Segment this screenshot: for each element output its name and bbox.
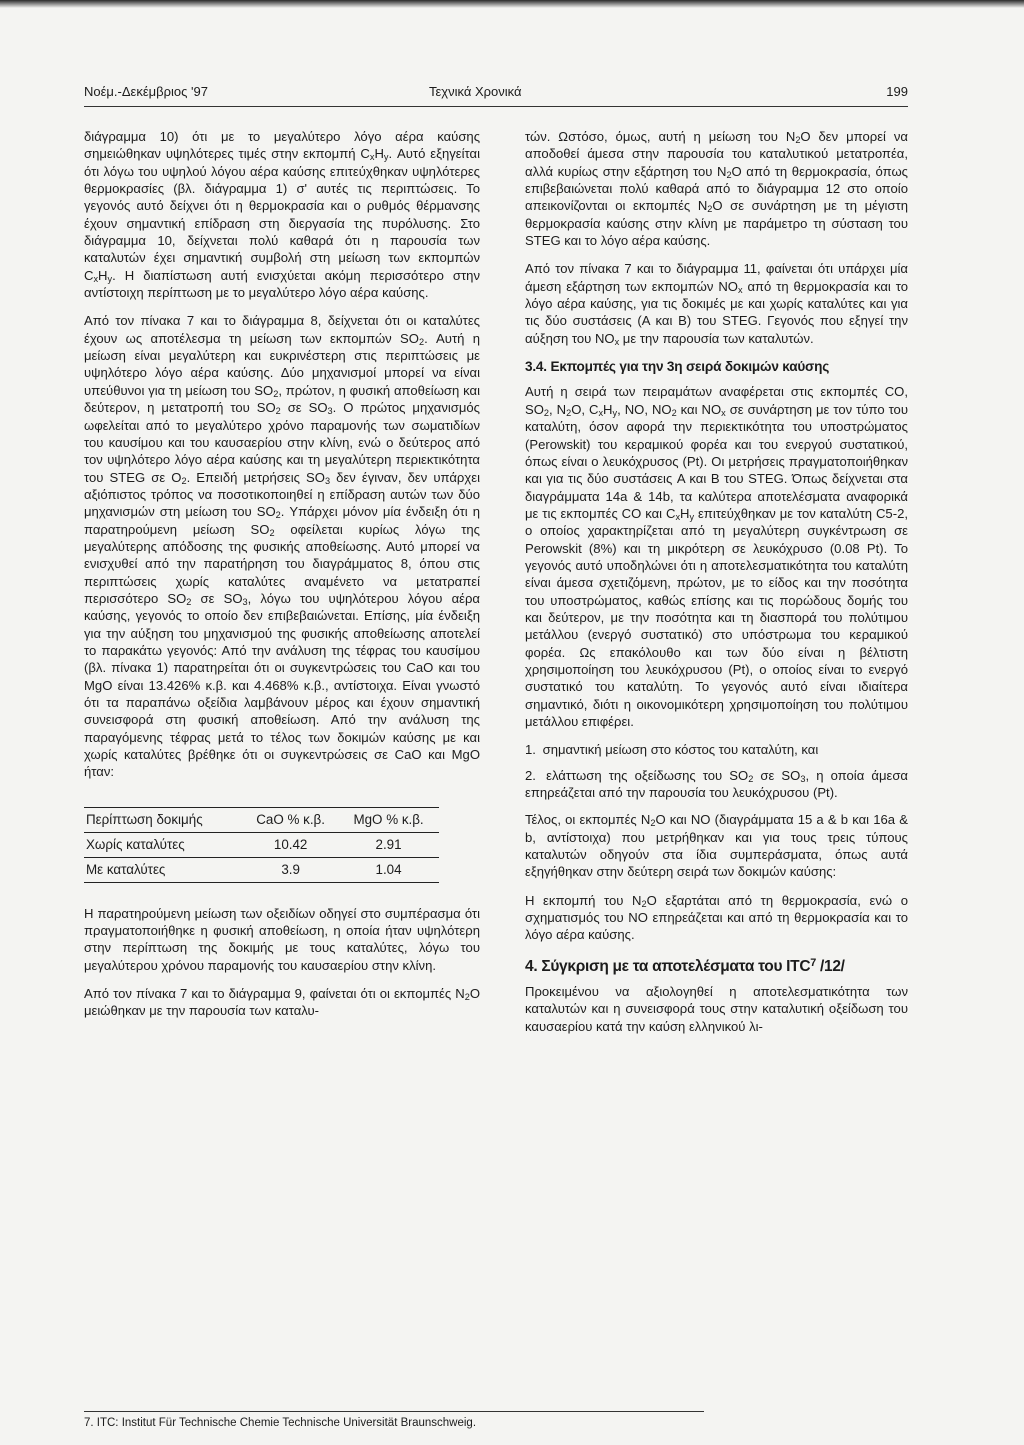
header-journal: Τεχνικά Χρονικά: [429, 84, 522, 99]
left-paragraph-1: διάγραμμα 10) ότι με το μεγαλύτερο λόγο αέρα καύσης σημειώθηκαν υψηλότερες τιμές στην εκπομπή $C_xH_y$. Αυτό εξηγείται ότι λόγω του υψηλού λόγου αέρα καύσης επιτεύχθηκαν υψηλότερες θερμοκρασίες (βλ. διάγραμμα 1) σ' αυτές τις περιπτώσεις. Το γεγονός αυτό δείχνει ότι η θερμοκρασία και ο ρυθμός θέρμανσης έχουν σημαντική επίδραση στη διεργασία της πυρόλυσης. Στο διάγραμμα 10, δείχνεται πολύ καθαρά ότι η παρουσία των καταλυτών έχει σημαντική συμβολή στη μείωση των εκπομπών $C_xH_y$. Η διαπίστωση αυτή ενισχύεται ακόμη περισσότερο στην αντίστοιχη περίπτωση με το μεγαλύτερο λόγο αέρα καύσης.: [84, 129, 480, 301]
right-paragraph-4: Τέλος, οι εκπομπές $N_2O$ και NO (διαγράμματα 15 a & b και 16a & b, αντίστοιχα) που μετρήθηκαν και για τους τρεις τύπους καταλυτών οδηγούν στα ίδια συμπεράσματα, όπως αυτά εξηγήθηκαν στην δεύτερη σειρά των δοκιμών καύσης:: [525, 812, 908, 880]
right-column: [525, 128, 908, 1046]
table-cell: Χωρίς καταλύτες: [84, 832, 243, 857]
table-row: [84, 832, 439, 857]
right-paragraph-2: Από τον πίνακα 7 και το διάγραμμα 11, φαίνεται ότι υπάρχει μία άμεση εξάρτηση των εκπομπών $NO_x$ από τη θερμοκρασία και το λόγο αέρα καύσης, για τις δοκιμές με και χωρίς καταλύτες και για τις δύο συστάσεις (A και B) του STEG. Γεγονός που εξηγεί την αύξηση του $NO_x$ με την παρουσία των καταλυτών.: [525, 261, 908, 347]
oxide-table: [84, 807, 439, 883]
table-header-mgo: MgO % κ.β.: [340, 807, 439, 832]
list-number: 2.: [525, 767, 536, 783]
table-header-row: [84, 807, 439, 832]
right-paragraph-3: Αυτή η σειρά των πειραμάτων αναφέρεται στις εκπομπές CO, $SO_2$, $N_2O$, $C_xH_y$, NO, $NO_2$ και $NO_x$ σε συνάρτηση με τον τύπο του καταλύτη, όσον αφορά την περιεκτικότητα του υποστρώματος (Perowskit) του κεραμικού φορέα και του ενεργού συστατικού, όπως είναι ο λευκόχρυσος (Pt). Οι μετρήσεις πραγματοποιήθηκαν και για τις δύο συστάσεις A και B του STEG. Όπως δείχνεται στα διαγράμματα 14a & 14b, τα καλύτερα αποτελέσματα αναφορικά με τις εκπομπές CO και $C_xH_y$ επιτεύχθηκαν με τον καταλύτη C5-2, ο οποίος χαρακτηρίζεται από τη μεγαλύτερη συγκέντρωση σε Perowskit (8%) και τη μικρότερη σε λευκόχρυσο (0.08 Pt). Το γεγονός αυτό υποδηλώνει ότι η αποτελεσματικότητα του καταλύτη είναι άμεσα σχετιζόμενη, πρώτον, με το είδος και την ποσότητα του υποστρώματος, καθώς επίσης και τις πορώδους δομής του και δεύτερον, με την ποσότητα και τη διασπορά του πολύτιμου μετάλλου (ενεργό συστατικό) στο υπόστρωμα του κεραμικού φορέα. Ως επακόλουθο και των δύο είναι η βέλτιστη χρησιμοποίηση του λευκόχρυσου (Pt), ο οποίος είναι το ενεργό συστατικό του καταλύτη. Το γεγονός αυτό είναι ιδιαίτερα σημαντικό, διότι η οικονομικότερη χρησιμοποίηση του πολύτιμου μετάλλου επιφέρει.: [525, 384, 909, 729]
scan-edge: [0, 0, 1024, 8]
section-heading-3-4: 3.4. Εκπομπές για την 3η σειρά δοκιμών καύσης: [525, 359, 830, 375]
table-cell: 2.91: [340, 832, 439, 857]
list-text: ελάττωση της οξείδωσης του $SO_2$ σε $SO_3$, η οποία άμεσα επηρεάζεται από την παρουσία του λευκόχρυσου (Pt).: [525, 767, 908, 801]
right-paragraph-6: Προκειμένου να αξιολογηθεί η αποτελεσματικότητα των καταλυτών και η συνεισφορά τους στην καταλυτική οξείδωση του καυσαερίου κατά την καύση ελληνικού λι-: [525, 984, 908, 1034]
list-text: σημαντική μείωση στο κόστος του καταλύτη, και: [542, 742, 819, 758]
right-paragraph-5: Η εκπομπή του $N_2O$ εξαρτάται από τη θερμοκρασία, ενώ ο σχηματισμός του NO επηρεάζεται και από τη θερμοκρασία και το λόγο αέρα καύσης.: [525, 892, 908, 943]
table-cell: 1.04: [340, 857, 439, 882]
list-number: 1.: [525, 742, 536, 758]
right-paragraph-1: τών. Ωστόσο, όμως, αυτή η μείωση του $N_2O$ δεν μπορεί να αποδοθεί άμεσα στην παρουσία του καταλυτικού μετατροπέα, αλλά κυρίως στην εξάρτηση του $N_2O$ από τη θερμοκρασία, όπως επιβεβαιώνεται πολύ καθαρά από το διάγραμμα 12 στο οποίο απεικονίζονται οι εκπομπές $N_2O$ σε συνάρτηση με τη μέγιστη θερμοκρασία καύσης στην κλίνη με παράμετρο τη σύσταση του STEG και το λόγο αέρα καύσης.: [525, 129, 908, 249]
table-row: [84, 857, 439, 882]
table-header-case: Περίπτωση δοκιμής: [84, 807, 243, 832]
header-issue: Νοέμ.-Δεκέμβριος '97: [84, 84, 208, 99]
header-rule: [84, 106, 908, 107]
numbered-list: [525, 741, 908, 801]
table-cell: Με καταλύτες: [84, 857, 243, 882]
table-cell: 3.9: [243, 857, 340, 882]
footnote: 7. ITC: Institut Für Technische Chemie Technische Universität Braunschweig.: [84, 1417, 477, 1429]
left-paragraph-2: Από τον πίνακα 7 και το διάγραμμα 8, δείχνεται ότι οι καταλύτες έχουν ως αποτέλεσμα τη μείωση των εκπομπών $SO_2$. Αυτή η μείωση είναι μεγαλύτερη και ευκρινέστερη στις περιπτώσεις με υψηλότερο λόγο αέρα καύσης. Δύο μηχανισμοί μπορεί να είναι υπεύθυνοι για τη μείωση του $SO_2$, πρώτον, η φυσική αποθείωση και δεύτερον, η μετατροπή του $SO_2$ σε $SO_3$. Ο πρώτος μηχανισμός ωφελείται από το μεγαλύτερο χρόνο παραμονής των σωματιδίων του καυσίμου και του καυσαερίου στην κλίνη, ενώ ο δεύτερος από τον υψηλότερο λόγο αέρα καύσης και τη μεγαλύτερη περιεκτικότητα του STEG σε $O_2$. Επειδή μετρήσεις $SO_3$ δεν έγιναν, δεν υπάρχει αξιόπιστος τρόπος να ποσοτικοποιηθεί η επίδραση αυτών των δύο μηχανισμών στη μείωση του $SO_2$. Υπάρχει μόνον μία ένδειξη ότι η παρατηρούμενη μείωση $SO_2$ οφείλεται κυρίως λόγω της μεγαλύτερης απόδοσης της φυσικής αποθείωσης. Αυτό μπορεί να ενισχυθεί από την παρατήρηση του διαγράμματος 8, όπου στις περιπτώσεις χωρίς καταλύτες αναμένετο να μετατραπεί περισσότερο $SO_2$ σε $SO_3$, λόγω του υψηλότερου λόγου αέρα καύσης, γεγονός το οποίο δεν επιβεβαιώνεται. Επίσης, μία ένδειξη για την αύξηση του μηχανισμού της φυσικής αποθείωσης αποτελεί το παρακάτω γεγονός: Από την ανάλυση της τέφρας του καυσίμου (βλ. πίνακα 1) παρατηρείται ότι οι συγκεντρώσεις του CaO και του MgO είναι 13.426% κ.β. και 4.468% κ.β., αντίστοιχα. Είναι γνωστό ότι τα παραπάνω οξείδια λαμβάνουν μέρος και έχουν σημαντική συνεισφορά στη φυσική αποθείωση. Από την ανάλυση της παραγόμενης τέφρας μετά το τέλος των δοκιμών καύσης με και χωρίς καταλύτες βρέθηκε ότι οι συγκεντρώσεις σε CaO και MgO ήταν:: [84, 313, 481, 780]
section-heading-4: 4. Σύγκριση με τα αποτελέσματα του ITC$^7$ /12/: [525, 956, 845, 975]
list-item: [525, 767, 908, 802]
table-header-cao: CaO % κ.β.: [243, 807, 340, 832]
left-paragraph-3: Η παρατηρούμενη μείωση των οξειδίων οδηγεί στο συμπέρασμα ότι πραγματοποιήθηκε η φυσική αποθείωση, η οποία ήταν υψηλότερη στην περίπτωση της δοκιμής με τους καταλύτες, λόγω του μεγαλύτερου χρόνου παραμονής του καυσαερίου στην κλίνη.: [84, 905, 480, 973]
page-header: [84, 84, 908, 106]
left-paragraph-4: Από τον πίνακα 7 και το διάγραμμα 9, φαίνεται ότι οι εκπομπές $N_2O$ μειώθηκαν με την παρουσία των καταλυ-: [84, 986, 480, 1019]
footnote-rule: [84, 1411, 704, 1412]
table-cell: 10.42: [243, 832, 340, 857]
left-column: [84, 128, 480, 1031]
list-item: [525, 741, 908, 758]
header-page-number: 199: [886, 84, 908, 99]
